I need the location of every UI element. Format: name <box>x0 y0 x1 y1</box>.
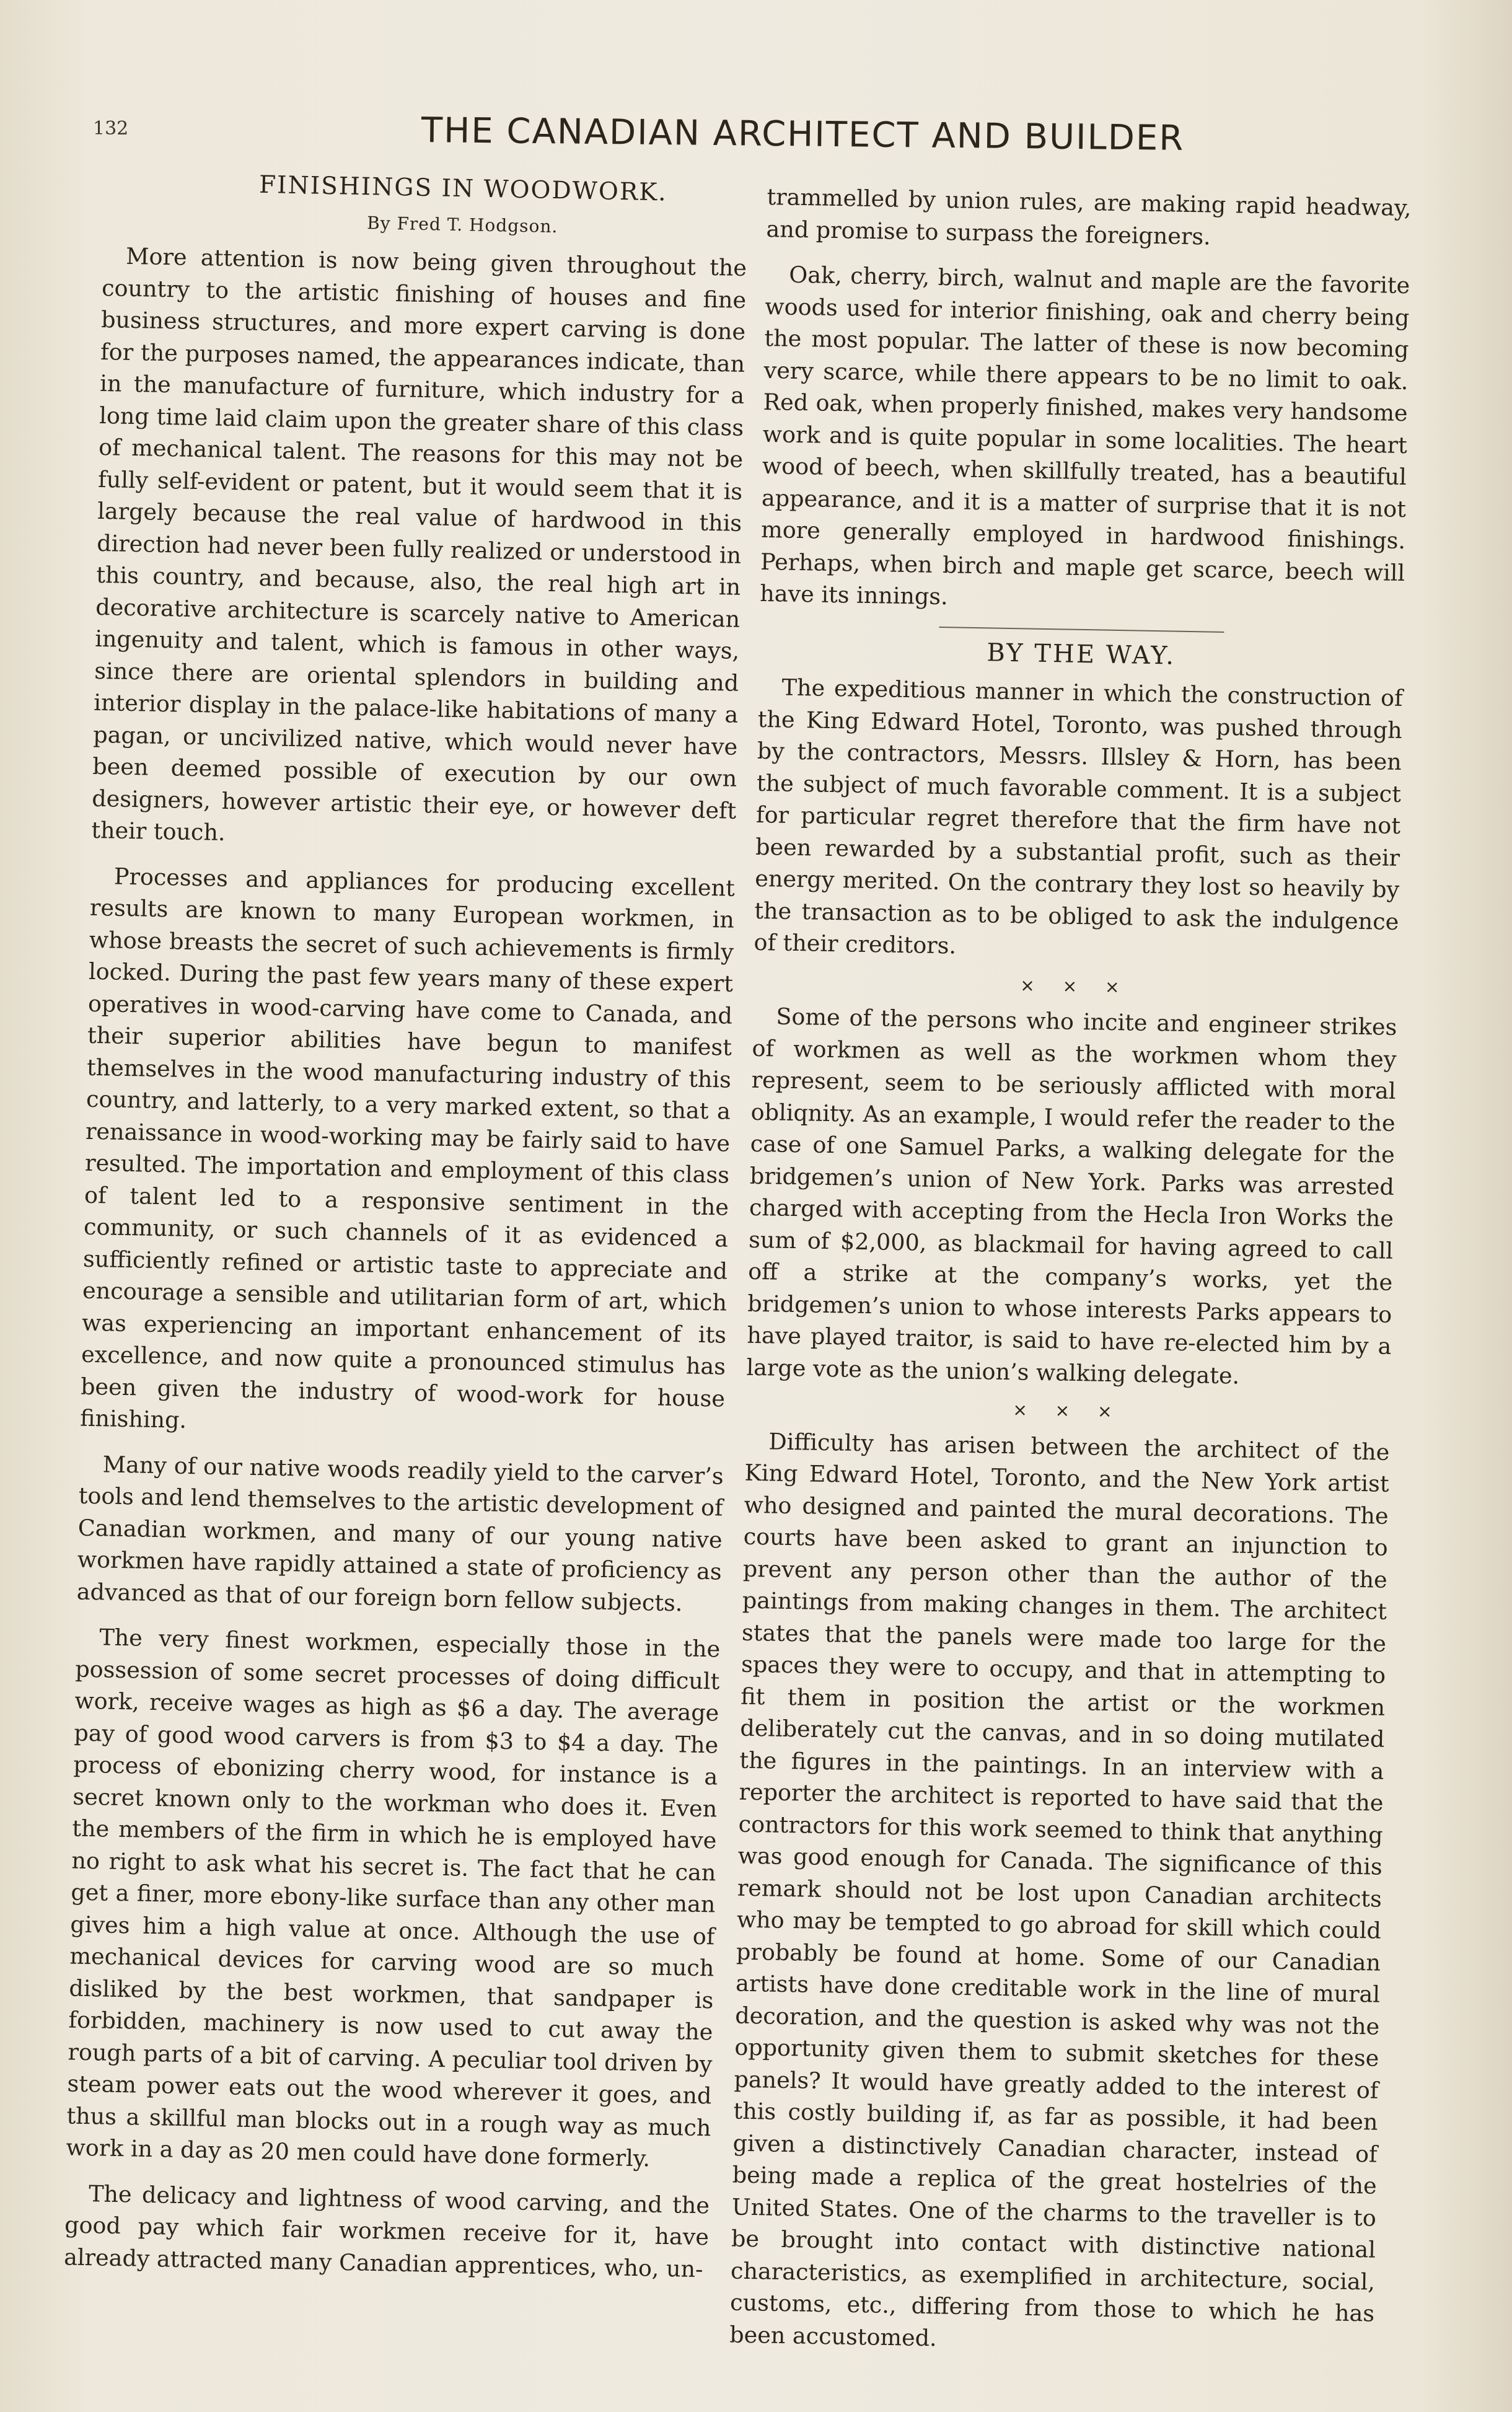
by-the-way-item: Some of the persons who incite and engineer strikes of workmen as well as the workmen whom they represent, seem to be seriously afflicted with moral obliqnity. As an example, I would refer the reader to the case of one Samuel Parks, a walking delegate for the bridgemen’s union of New York. Parks was arrested charged with accepting from the Hecla Iron Works the sum of $2,000, as blackmail for having agreed to call off a strike at the company’s works, yet the bridgemen’s union to whose interests Parks appears to have played traitor, is said to have re-elected him by a large vote as the union’s walking delegate. <box>746 1003 1397 1389</box>
article-paragraph: Processes and appliances for producing excellent results are known to many European workmen, in whose breasts the secret of such achievements is firmly locked. During the past few years many of these expert operatives in wood-carving have come to Canada, and their superior abilities have begun to manifest themselves in the wood manufacturing industry of this country, and latterly, to a very marked extent, so that a renaissance in wood-working may be fairly said to have resulted. The importation and employment of this class of talent led to a responsive sentiment in the community, or such channels of it as evidenced a sufficiently refined or artistic taste to appreciate and encourage a sensible and utilitarian form of art, which was experiencing an important enhancement of its excellence, and now quite a pronounced stimulus has been given the industry of wood-work for house finishing. <box>79 863 736 1433</box>
page-number: 132 <box>93 118 129 139</box>
by-the-way-item: The expeditious manner in which the construction of the King Edward Hotel, Toronto, was pushed through by the contractors, Messrs. Illsley & Horn, has been the subject of much favorable comment. It is a subject for particular regret therefore that the firm have not been rewarded by a substantial profit, such as their energy merited. On the contrary they lost so heavily by the transaction as to be obliged to ask the indulgence of their creditors. <box>754 674 1403 959</box>
section-divider <box>939 626 1224 632</box>
item-separator: × × × <box>1020 974 1131 997</box>
by-the-way-title: BY THE WAY. <box>987 638 1176 671</box>
right-column <box>729 181 1412 2375</box>
item-separator: × × × <box>1013 1399 1123 1422</box>
article-title: FINISHINGS IN WOODWORK. <box>258 170 668 207</box>
article-paragraph: The very finest workmen, especially those in the possession of some secret processes of doing difficult work, receive wages as high as $6 a day. The average pay of good wood carvers is from $3 to $4 a day. The process of ebonizing cherry wood, for instance is a secret known only to the workman who does it. Even the members of the firm in which he is employed have no right to ask what his secret is. The fact that he can get a finer, more ebony-like surface than any other man gives him a high value at once. Although the use of mechanical devices for carving wood are so much disliked by the best workmen, that sandpaper is forbidden, machinery is now used to cut away the rough parts of a bit of carving. A peculiar tool driven by steam power eats out the wood wherever it goes, and thus a skillful man blocks out in a rough way as much work in a day as 20 men could have done formerly. <box>66 1624 721 2172</box>
article-paragraph: Many of our native woods readily yield to the carver’s tools and lend themselves to the artistic development of Canadian workmen, and many of our young native workmen have rapidly attained a state of proficiency as advanced as that of our foreign born fellow subjects. <box>76 1450 724 1616</box>
article-paragraph: More attention is now being given throughout the country to the artistic finishing of houses and fine business structures, and more expert carving is done for the purposes named, the appearances indicate, than in the manufacture of furniture, which industry for a long time laid claim upon the greater share of this class of mechanical talent. The reasons for this may not be fully self-evident or patent, but it would seem that it is largely because the real value of hardwood in this direction had never been fully realized or understood in this country, and because, also, the real high art in decorative architecture is scarcely native to American ingenuity and talent, which is famous in other ways, since there are oriental splendors in building and interior display in the palace-like habitations of many a pagan, or uncivilized native, which would never have been deemed possible of execution by our own designers, however artistic their eye, or however deft their touch. <box>91 242 747 846</box>
left-column <box>63 166 749 2299</box>
article-byline: By Fred T. Hodgson. <box>366 212 558 237</box>
masthead: THE CANADIAN ARCHITECT AND BUILDER <box>421 110 1185 159</box>
by-the-way-item: Difficulty has arisen between the architect of the King Edward Hotel, Toronto, and the New York artist who designed and painted the mural decorations. The courts have been asked to grant an injunction to prevent any person other than the author of the paintings from making changes in them. The architect states that the panels were made too large for the spaces they were to occupy, and that in attempting to fit them in position the artist or the workmen deliberately cut the canvas, and in so doing mutilated the figures in the paintings. In an interview with a reporter the architect is reported to have said that the contractors for this work seemed to think that anything was good enough for Canada. The significance of this remark should not be lost upon Canadian architects who may be tempted to go abroad for skill which could probably be found at home. Some of our Canadian artists have done creditable work in the line of mural decoration, and the question is asked why was not the opportunity given them to submit sketches for these panels? It would have greatly added to the interest of this costly building if, as far as possible, it had been given a distinctively Canadian character, instead of being made a replica of the great hostelries of the United States. One of the charms to the traveller is to be brought into contact with distinctive national characteristics, as exemplified in architecture, social, customs, etc., differing from those to which he has been accustomed. <box>729 1427 1390 2351</box>
article-continuation: trammelled by union rules, are making rapid headway, and promise to surpass the foreigners. <box>766 183 1412 250</box>
article-paragraph: The delicacy and lightness of wood carving, and the good pay which fair workmen receive for it, have already attracted many Canadian apprentices, who, un- <box>63 2180 710 2282</box>
article-paragraph: Oak, cherry, birch, walnut and maple are the favorite woods used for interior finishing, oak and cherry being the most popular. The latter of these is now becoming very scarce, while there appears to be no limit to oak. Red oak, when properly finished, makes very handsome work and is quite popular in some localities. The heart wood of beech, when skillfully treated, has a beautiful appearance, and it is a matter of surprise that it is not more generally employed in hardwood finishings. Perhaps, when birch and maple get scarce, beech will have its innings. <box>760 261 1410 610</box>
